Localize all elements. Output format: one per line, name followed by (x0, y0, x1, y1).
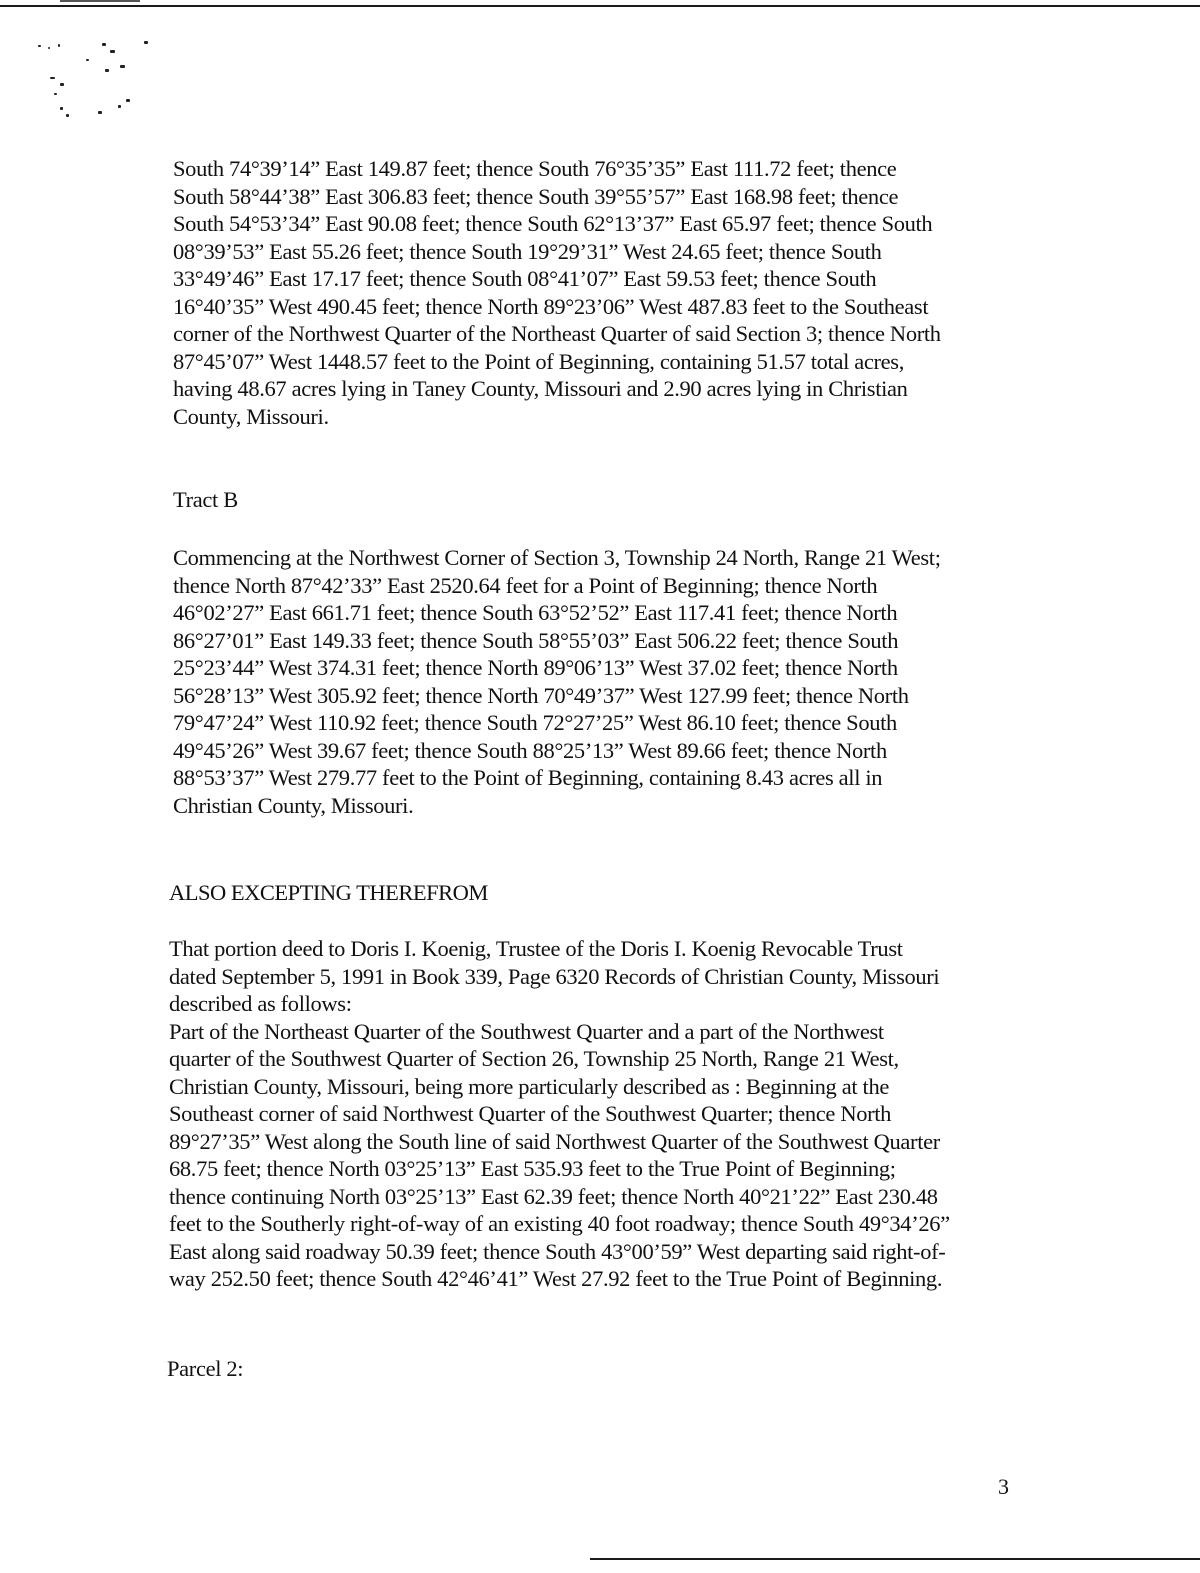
text-line: 08°39’53” East 55.26 feet; thence South 19°29’31” West 24.65 feet; thence South (173, 238, 882, 264)
top-border-line (0, 5, 1200, 7)
text-line: 86°27’01” East 149.33 feet; thence South 58°55’03” East 506.22 feet; thence South (173, 627, 899, 653)
text-line: quarter of the Southwest Quarter of Section 26, Township 25 North, Range 21 West, (169, 1046, 899, 1071)
text-line: East along said roadway 50.39 feet; thence South 43°00’59” West departing said right-of- (169, 1238, 946, 1264)
paragraph-tract-a-continuation (173, 155, 941, 430)
text-line: 56°28’13” West 305.92 feet; thence North 70°49’37” West 127.99 feet; thence North (173, 682, 909, 708)
heading-tract-b: Tract B (173, 487, 238, 512)
text-line: 87°45’07” West 1448.57 feet to the Point of Beginning, containing 51.57 total acres, (173, 348, 904, 374)
text-line: South 54°53’34” East 90.08 feet; thence South 62°13’37” East 65.97 feet; thence South (173, 211, 933, 236)
text-line: way 252.50 feet; thence South 42°46’41” West 27.92 feet to the True Point of Beginning. (169, 1266, 943, 1291)
text-line: 25°23’44” West 374.31 feet; thence North 89°06’13” West 37.02 feet; thence North (173, 655, 898, 680)
scan-edge-mark (60, 0, 140, 2)
text-line: 89°27’35” West along the South line of said Northwest Quarter of the Southwest Quarter (169, 1128, 940, 1154)
text-line: 68.75 feet; thence North 03°25’13” East 535.93 feet to the True Point of Beginning; (169, 1156, 896, 1181)
page-number: 3 (998, 1474, 1009, 1499)
text-line: That portion deed to Doris I. Koenig, Trustee of the Doris I. Koenig Revocable Trust (169, 936, 903, 961)
text-line: 79°47’24” West 110.92 feet; thence South 72°27’25” West 86.10 feet; thence South (173, 710, 897, 735)
text-line: Southeast corner of said Northwest Quarter of the Southwest Quarter; thence North (169, 1101, 892, 1126)
text-line: County, Missouri. (173, 403, 329, 429)
text-line: Christian County, Missouri. (173, 792, 414, 818)
text-line: 16°40’35” West 490.45 feet; thence North 89°23’06” West 487.83 feet to the Southeast (173, 293, 929, 319)
text-line: 33°49’46” East 17.17 feet; thence South 08°41’07” East 59.53 feet; thence South (173, 266, 877, 291)
text-line: thence North 87°42’33” East 2520.64 feet for a Point of Beginning; thence North (173, 572, 878, 598)
text-line: South 58°44’38” East 306.83 feet; thence South 39°55’57” East 168.98 feet; thence (173, 183, 899, 209)
heading-also-excepting: ALSO EXCEPTING THEREFROM (169, 880, 488, 905)
text-line: Part of the Northeast Quarter of the Southwest Quarter and a part of the Northwest (169, 1018, 884, 1044)
text-line: Commencing at the Northwest Corner of Section 3, Township 24 North, Range 21 West; (173, 545, 941, 570)
paragraph-tract-b (173, 544, 941, 819)
text-line: 46°02’27” East 661.71 feet; thence South 63°52’52” East 117.41 feet; thence North (173, 600, 898, 625)
bottom-border-line (590, 1558, 1200, 1560)
text-line: feet to the Southerly right-of-way of an existing 40 foot roadway; thence South 49°34’26” (169, 1211, 950, 1236)
text-line: South 74°39’14” East 149.87 feet; thence South 76°35’35” East 111.72 feet; thence (173, 156, 897, 181)
text-line: corner of the Northwest Quarter of the Northeast Quarter of said Section 3; thence North (173, 321, 941, 346)
text-line: Christian County, Missouri, being more particularly described as : Beginning at the (169, 1073, 889, 1099)
text-line: described as follows: (169, 991, 352, 1016)
text-line: 49°45’26” West 39.67 feet; thence South 88°25’13” West 89.66 feet; thence North (173, 737, 887, 763)
text-line: thence continuing North 03°25’13” East 62.39 feet; thence North 40°21’22” East 230.48 (169, 1183, 938, 1209)
text-line: having 48.67 acres lying in Taney County, Missouri and 2.90 acres lying in Christian (173, 376, 908, 401)
text-line: 88°53’37” West 279.77 feet to the Point of Beginning, containing 8.43 acres all in (173, 765, 883, 790)
scan-noise-specks (30, 35, 170, 130)
text-line: dated September 5, 1991 in Book 339, Page 6320 Records of Christian County, Missouri (169, 963, 940, 989)
paragraph-exception-koenig (169, 935, 950, 1293)
heading-parcel-2: Parcel 2: (167, 1356, 244, 1381)
